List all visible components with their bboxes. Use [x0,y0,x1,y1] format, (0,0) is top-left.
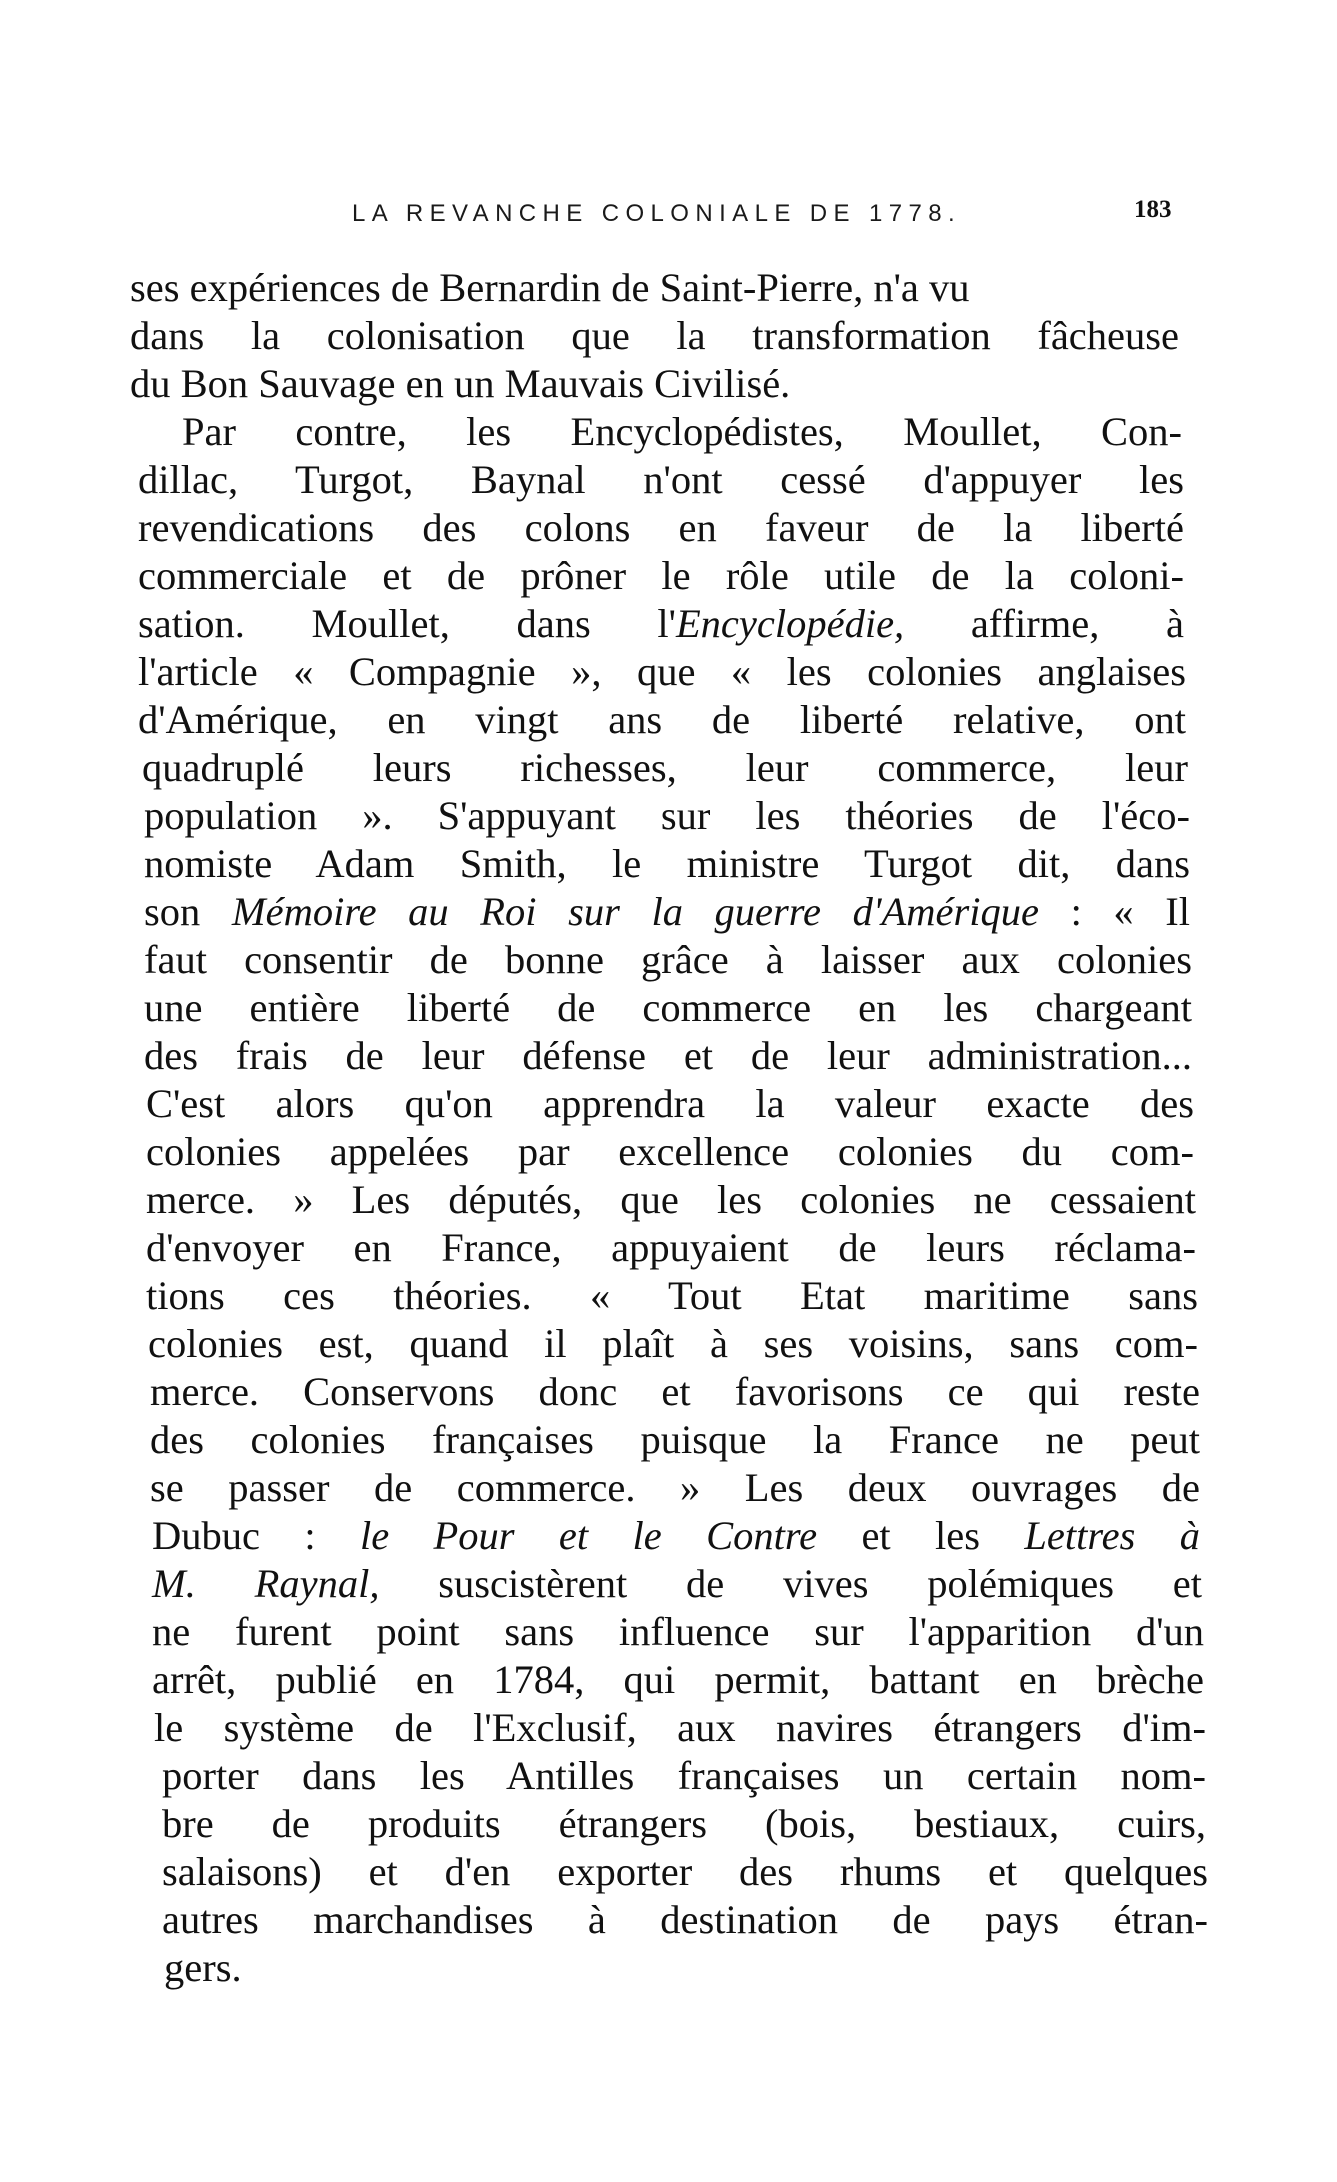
text-line: salaisons) et d'en exporter des rhums et quelques [162,1849,1208,1894]
text-line: merce. » Les députés, que les colonies ne cessaient [146,1177,1196,1222]
text-line: colonies est, quand il plaît à ses voisins, sans com- [148,1321,1198,1366]
text-line: le système de l'Exclusif, aux navires étrangers d'im- [154,1705,1206,1750]
text-line: ses expériences de Bernardin de Saint-Pierre, n'a vu [130,265,970,310]
text-line: merce. Conservons donc et favorisons ce qui reste [150,1369,1200,1414]
text-line: une entière liberté de commerce en les chargeant [144,985,1192,1030]
text-line: des frais de leur défense et de leur administration... [144,1033,1192,1078]
text-line: nomiste Adam Smith, le ministre Turgot dit, dans [144,841,1190,886]
text-line: revendications des colons en faveur de la liberté [138,505,1184,550]
text-line: autres marchandises à destination de pays étran- [162,1897,1208,1942]
text-line: arrêt, publié en 1784, qui permit, battant en brèche [152,1657,1204,1702]
page-number: 183 [1134,196,1172,223]
text-line: commerciale et de prôner le rôle utile de la coloni- [138,553,1184,598]
running-head [0,196,1337,236]
text-line: dans la colonisation que la transformation fâcheuse [130,313,1179,358]
text-line: quadruplé leurs richesses, leur commerce, leur [142,745,1188,790]
text-line: d'Amérique, en vingt ans de liberté relative, ont [138,697,1186,742]
text-line: d'envoyer en France, appuyaient de leurs réclama- [146,1225,1196,1270]
text-line: des colonies françaises puisque la France ne peut [150,1417,1200,1462]
text-line: tions ces théories. « Tout Etat maritime sans [146,1273,1198,1318]
text-line: faut consentir de bonne grâce à laisser aux colonies [144,937,1192,982]
text-line: dillac, Turgot, Baynal n'ont cessé d'appuyer les [138,457,1184,502]
text-line: gers. [164,1945,242,1990]
text-line: ne furent point sans influence sur l'apparition d'un [152,1609,1204,1654]
text-line: bre de produits étrangers (bois, bestiaux, cuirs, [162,1801,1206,1846]
text-line: porter dans les Antilles françaises un certain nom- [162,1753,1206,1798]
text-line: son Mémoire au Roi sur la guerre d'Amérique : « Il [144,889,1190,934]
text-line: du Bon Sauvage en un Mauvais Civilisé. [130,361,791,406]
running-title: LA REVANCHE COLONIALE DE 1778. [352,200,962,227]
text-line: Dubuc : le Pour et le Contre et les Lettres à [152,1513,1201,1558]
text-line: colonies appelées par excellence colonies du com- [146,1129,1194,1174]
text-line: se passer de commerce. » Les deux ouvrages de [150,1465,1200,1510]
text-line: population ». S'appuyant sur les théories de l'éco- [144,793,1190,838]
text-line: Par contre, les Encyclopédistes, Moullet, Con- [182,409,1182,454]
text-line: sation. Moullet, dans l'Encyclopédie, affirme, à [138,601,1184,646]
text-line: l'article « Compagnie », que « les colonies anglaises [138,649,1186,694]
text-line: C'est alors qu'on apprendra la valeur exacte des [146,1081,1194,1126]
text-line: M. Raynal, suscistèrent de vives polémiques et [152,1561,1202,1606]
